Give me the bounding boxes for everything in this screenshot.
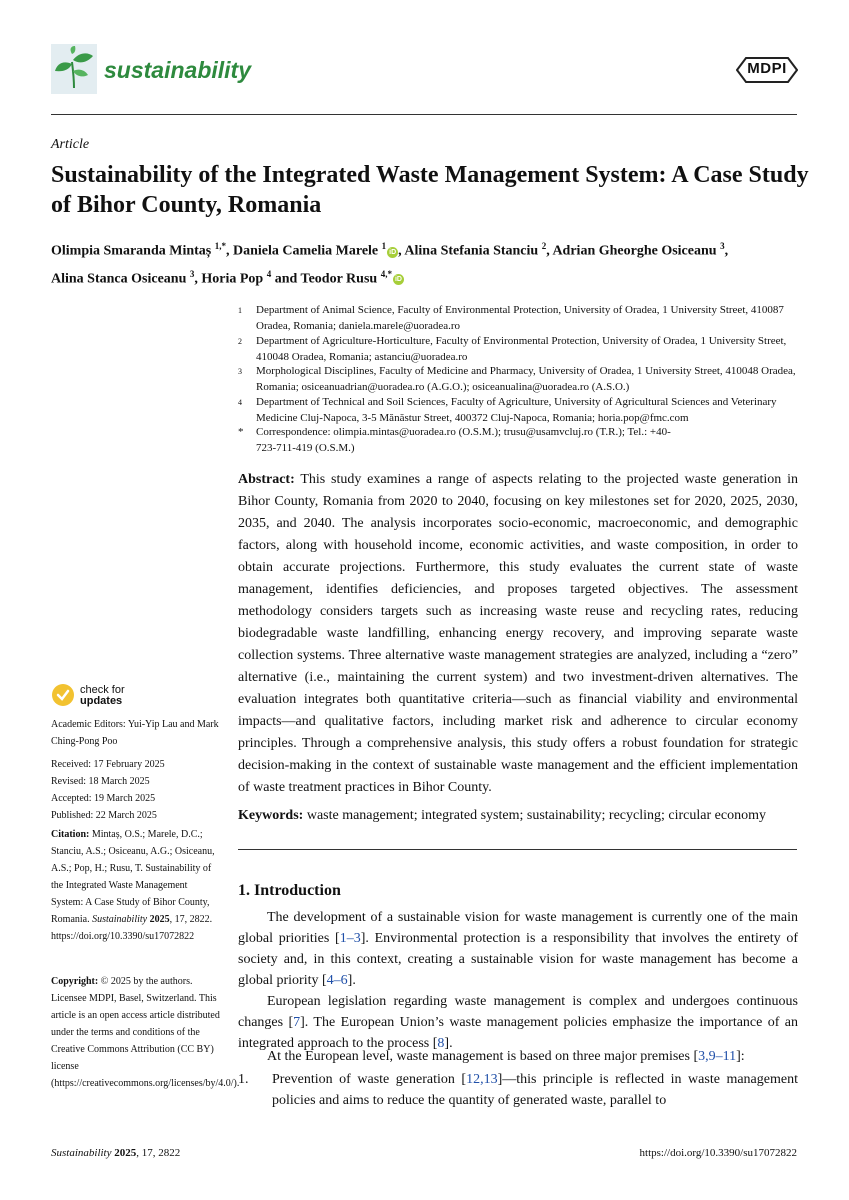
accepted-date: Accepted: 19 March 2025 — [51, 793, 156, 804]
citation-link[interactable]: 3,9–11 — [698, 1049, 737, 1064]
orcid-icon[interactable]: iD — [394, 276, 402, 284]
mdpi-logo — [736, 57, 798, 88]
copyright-block: Copyright: © 2025 by the authors. Licensee MDPI, Basel, Switzerland. This article is an open access article distributed under the terms and conditions of the Creative Commons Attribution (CC BY) license (https://creativecommons.org/licenses/by/4.0/). — [51, 976, 240, 1089]
journal-logo — [51, 44, 97, 94]
affiliation-3: 3 Morphological Disciplines, Faculty of Medicine and Pharmacy, University of Oradea, 1 University Street, 410048 Oradea, Romania; osiceanuadrian@uoradea.ro (A.G.O.); osiceanualina@uoradea.ro (A.S.O.) — [238, 365, 796, 393]
intro-paragraph-1: The development of a sustainable vision for waste management is currently one of the main global priorities [1–3]. Environmental protection is a responsibility that involves the entirety of society and, in this context, creating a sustainable vision for waste management has become a global priority [4–6]. — [238, 910, 799, 988]
published-date: Published: 22 March 2025 — [51, 810, 157, 821]
footer-citation: Sustainability 2025, 17, 2822 — [51, 1147, 181, 1159]
keywords-text: waste management; integrated system; sustainability; recycling; circular economy — [306, 808, 766, 823]
keywords-label: Keywords: — [238, 808, 304, 823]
author-affiliation-mark: 4 — [266, 268, 272, 279]
orcid-icon[interactable]: iD — [389, 248, 397, 256]
intro-paragraph-3: At the European level, waste management is based on three major premises [3,9–11]: — [267, 1049, 745, 1064]
check-icon — [51, 683, 75, 707]
abstract-label: Abstract: — [238, 472, 295, 487]
author-affiliation-mark: 4,* — [380, 268, 392, 279]
publisher-name: MDPI — [747, 60, 787, 77]
author-name: Daniela Camelia Marele — [233, 243, 379, 259]
list-item: 1. Prevention of waste generation [12,13]—this principle is reflected in waste management policies and aims to reduce the quantity of generated waste, parallel to — [238, 1069, 798, 1111]
author-name: Alina Stanca Osiceanu — [51, 271, 187, 287]
abstract-rule — [238, 849, 797, 850]
citation-link[interactable]: 4–6 — [326, 973, 348, 988]
citation-link[interactable]: 1–3 — [339, 931, 361, 946]
academic-editors: Academic Editors: Yui-Yip Lau and Mark Ching-Pong Poo — [51, 719, 219, 747]
list-number: 1. — [238, 1072, 249, 1087]
check-for-updates-badge[interactable] — [51, 683, 75, 712]
author-affiliation-mark: 1 — [381, 241, 387, 251]
journal-name: sustainability — [104, 57, 251, 83]
citation-link[interactable]: 7 — [293, 1015, 301, 1030]
abstract-text: This study examines a range of aspects relating to the projected waste generation in Bihor County, Romania from 2020 to 2040, focusing on key milestones set for 2020, 2025, 2030, 2035, and 2040. The analysis incorporates socio-economic, macroeconomic, and demographic factors, along with household income, economic activities, and waste composition, in order to obtain accurate projections. Furthermore, this study evaluates the current state of waste management, identifies deficiencies, and proposes targeted objectives. The assessment methodology considers targets such as increasing waste reuse and recycling rates, reducing biodegradable waste landfilling, enhancing energy recovery, and improving separate waste collection systems. Three alternative waste management strategies are analyzed, including a “zero” alternative (i.e., maintaining the current system) and two investment-driven alternatives. The evaluation integrates both quantitative criteria—such as financial viability and environmental impacts—and qualitative factors, including market risk and adherence to circular economy principles. Through a comprehensive analysis, this study offers a robust foundation for strategic decision-making in the context of sustainable waste management and the efficient implementation of waste treatment practices in Bihor County. — [238, 472, 798, 795]
affiliation-1: 1 Department of Animal Science, Faculty of Environmental Protection, University of Oradea, 1 University Street, 410087 Oradea, Romania; daniela.marele@uoradea.ro — [238, 304, 784, 332]
citation-link[interactable]: 12,13 — [466, 1072, 498, 1087]
author-list: Olimpia Smaranda Mintaș $^{1,*}$, Daniela Camelia Marele $^1$iD , Alina Stefania Stanciu $^2$, Adrian Gheorghe Osiceanu $^3$, Alina Stanca Osiceanu $^3$, Horia Pop $^4$ and Teodor Rusu $^{4,*}$iD — [51, 241, 729, 287]
author-name: Horia Pop — [201, 271, 264, 287]
author-name: Olimpia Smaranda Mintaș — [51, 243, 212, 259]
citation-link[interactable]: 8 — [437, 1036, 445, 1051]
affiliation-4: 4 Department of Technical and Soil Sciences, Faculty of Agriculture, University of Agricultural Sciences and Veterinary Medicine Cluj-Napoca, 3-5 Mănăstur Street, 400372 Cluj-Napoca, Romania; horia.pop@fmc.com — [238, 396, 777, 424]
citation-block: Citation: Mintaș, O.S.; Marele, D.C.; Stanciu, A.S.; Osiceanu, A.G.; Osiceanu, A.S.; Pop, H.; Rusu, T. Sustainability of the Integrated Waste Management System: A Case Study of Bihor County, Romania. Sustainability 2025, 17, 2822. https://doi.org/10.3390/su17072822 — [51, 829, 215, 942]
author-affiliation-mark: 1,* — [214, 241, 226, 251]
intro-paragraph-2: European legislation regarding waste management is complex and undergoes continuous changes [7]. The European Union’s waste management policies emphasize the importance of an integrated approach to the process [8]. — [238, 994, 798, 1051]
check-for-updates-text[interactable]: check for updates — [80, 684, 125, 707]
author-name: Alina Stefania Stanciu — [404, 243, 539, 259]
author-affiliation-mark: 3 — [189, 268, 195, 279]
section-heading: 1. Introduction — [238, 882, 341, 899]
paper-title: Sustainability of the Integrated Waste Management System: A Case Study of Bihor County, Romania — [51, 162, 809, 218]
author-affiliation-mark: 3 — [720, 241, 725, 251]
header-rule — [51, 114, 797, 115]
received-date: Received: 17 February 2025 — [51, 759, 165, 770]
author-name: Adrian Gheorghe Osiceanu — [552, 243, 717, 259]
keywords — [238, 808, 798, 824]
revised-date: Revised: 18 March 2025 — [51, 776, 150, 787]
abstract — [238, 469, 798, 799]
author-affiliation-mark: 2 — [541, 241, 547, 251]
article-type: Article — [51, 137, 90, 152]
affiliation-2: 2 Department of Agriculture-Horticulture, Faculty of Environmental Protection, University of Oradea, 1 University Street, 410048 Oradea, Romania; astanciu@uoradea.ro — [238, 335, 787, 363]
leaf-icon — [51, 44, 97, 94]
author-name: Teodor Rusu — [300, 271, 378, 287]
correspondence: * Correspondence: olimpia.mintas@uoradea.ro (O.S.M.); trusu@usamvcluj.ro (T.R.); Tel.: +40-723-711-419 (O.S.M.) — [238, 426, 671, 454]
footer-doi[interactable]: https://doi.org/10.3390/su17072822 — [639, 1147, 797, 1159]
